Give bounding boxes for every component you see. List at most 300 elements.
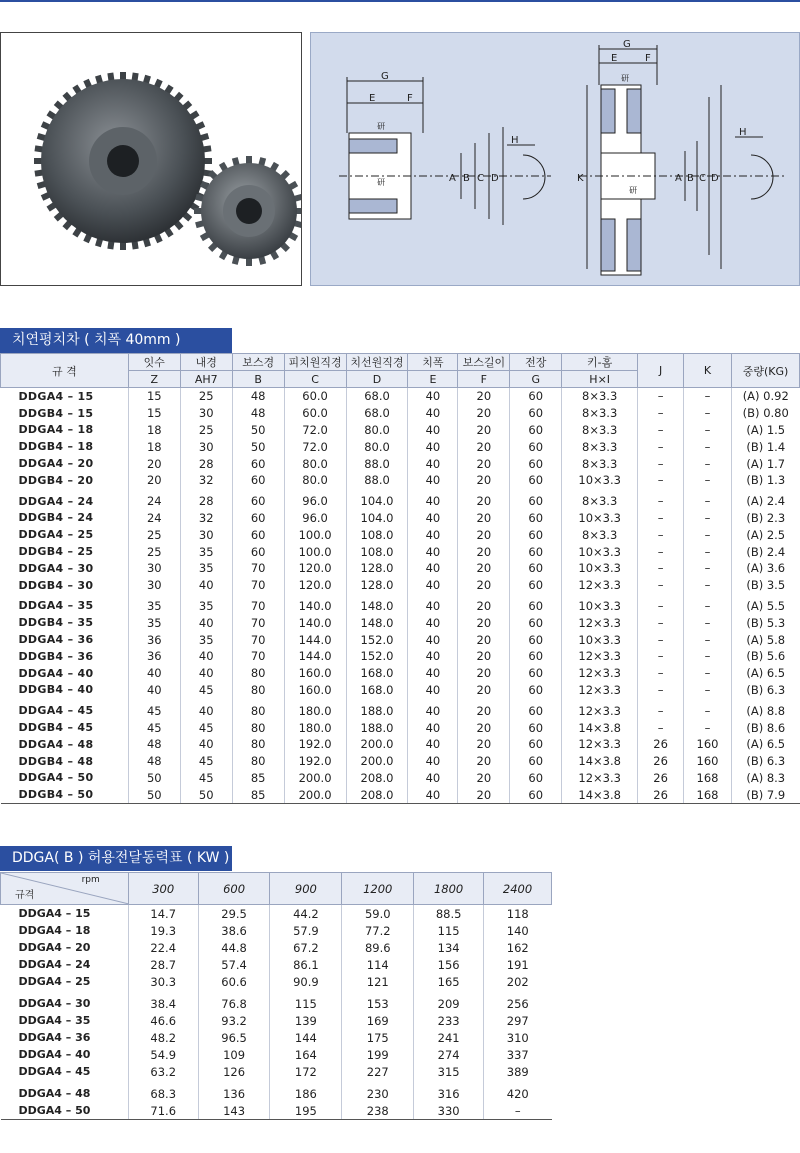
cell-w: (B) 6.3	[731, 753, 799, 770]
cell-f: 20	[458, 543, 510, 560]
cell-power: 199	[342, 1046, 414, 1063]
table-row	[1, 489, 800, 510]
cell-w: (A) 0.92	[731, 388, 799, 405]
cell-f: 20	[458, 665, 510, 682]
cell-power: 233	[414, 1012, 484, 1029]
cell-power: 315	[414, 1063, 484, 1080]
cell-d: 88.0	[346, 472, 408, 489]
cell-w: (B) 5.6	[731, 648, 799, 665]
cell-spec: DDGA4 – 35	[18, 599, 94, 613]
cell-k: –	[684, 648, 732, 665]
cell-power: 71.6	[128, 1102, 198, 1120]
cell-ah7: 40	[180, 736, 232, 753]
table-row	[1, 472, 800, 489]
cell-power: 96.5	[198, 1029, 270, 1046]
cell-g: 60	[510, 770, 562, 787]
dim-label-c: C	[699, 173, 706, 184]
cell-power: 238	[342, 1102, 414, 1120]
cell-c: 144.0	[284, 648, 346, 665]
col-weight: 중량(KG)	[731, 354, 799, 388]
cell-spec: DDGA4 – 50	[1, 1102, 129, 1120]
cell-e: 40	[408, 631, 458, 648]
table-row	[1, 698, 800, 719]
cell-d: 68.0	[346, 388, 408, 405]
cell-ah7: 25	[180, 422, 232, 439]
top-rule	[0, 0, 800, 2]
dim-label-h: H	[739, 127, 747, 138]
cell-g: 60	[510, 526, 562, 543]
cell-f: 20	[458, 648, 510, 665]
cell-spec: DDGB4 – 18	[18, 440, 94, 454]
table-row	[1, 648, 800, 665]
cell-g: 60	[510, 614, 562, 631]
cell-g: 60	[510, 719, 562, 736]
cell-power: 227	[342, 1063, 414, 1080]
cell-j: –	[638, 472, 684, 489]
cell-spec: DDGA4 – 30	[18, 997, 91, 1010]
dim-label-e: E	[369, 93, 376, 104]
col-spec: 규 격	[1, 354, 129, 388]
cell-power: 89.6	[342, 939, 414, 956]
cell-f: 20	[458, 770, 510, 787]
cell-b: 70	[232, 614, 284, 631]
cell-c: 144.0	[284, 631, 346, 648]
cell-power: 209	[414, 990, 484, 1012]
cell-d: 208.0	[346, 786, 408, 803]
cell-b: 80	[232, 736, 284, 753]
cell-g: 60	[510, 577, 562, 594]
cell-g: 60	[510, 543, 562, 560]
cell-e: 40	[408, 388, 458, 405]
col-ah7: 내경	[180, 354, 232, 371]
cell-d: 152.0	[346, 631, 408, 648]
cell-power: 274	[414, 1046, 484, 1063]
cell-power: 19.3	[128, 922, 198, 939]
rpm-1800: 1800	[414, 873, 484, 905]
cell-k: –	[684, 560, 732, 577]
cell-power: 67.2	[270, 939, 342, 956]
rpm-1200: 1200	[342, 873, 414, 905]
cell-power: 169	[342, 1012, 414, 1029]
cell-power: 202	[484, 973, 552, 990]
cell-power: 88.5	[414, 905, 484, 923]
cell-f: 20	[458, 594, 510, 615]
cell-z: 48	[128, 736, 180, 753]
cell-g: 60	[510, 472, 562, 489]
cell-e: 40	[408, 472, 458, 489]
cell-f: 20	[458, 510, 510, 527]
cell-z: 25	[128, 526, 180, 543]
cell-power: 316	[414, 1080, 484, 1102]
cell-c: 120.0	[284, 560, 346, 577]
cell-c: 200.0	[284, 786, 346, 803]
cell-w: (B) 5.3	[731, 614, 799, 631]
cell-d: 128.0	[346, 577, 408, 594]
cell-w: (A) 1.7	[731, 455, 799, 472]
table-row	[1, 526, 800, 543]
table-row	[1, 510, 800, 527]
gear-spec-table	[0, 353, 800, 804]
cell-spec: DDGB4 – 30	[18, 578, 94, 592]
cell-spec: DDGA4 – 45	[18, 704, 94, 718]
cell-f: 20	[458, 526, 510, 543]
table-row	[1, 543, 800, 560]
cell-e: 40	[408, 648, 458, 665]
technical-drawing	[310, 32, 800, 286]
cell-power: 420	[484, 1080, 552, 1102]
cell-f: 20	[458, 472, 510, 489]
cell-spec: DDGA4 – 35	[18, 1014, 91, 1027]
cell-b: 60	[232, 510, 284, 527]
cell-f: 20	[458, 438, 510, 455]
cell-c: 160.0	[284, 665, 346, 682]
cell-power: 30.3	[128, 973, 198, 990]
cell-b: 60	[232, 543, 284, 560]
cell-z: 40	[128, 665, 180, 682]
cell-d: 168.0	[346, 665, 408, 682]
cell-hi: 10×3.3	[562, 594, 638, 615]
cell-z: 35	[128, 594, 180, 615]
cell-k: –	[684, 577, 732, 594]
cell-spec: DDGA4 – 50	[18, 771, 94, 785]
cell-k: –	[684, 388, 732, 405]
cell-b: 85	[232, 786, 284, 803]
table-row	[1, 1080, 552, 1102]
cell-j: 26	[638, 753, 684, 770]
cell-w: (A) 3.6	[731, 560, 799, 577]
cell-hi: 12×3.3	[562, 736, 638, 753]
cell-spec: DDGA4 – 18	[18, 423, 94, 437]
cell-z: 18	[128, 422, 180, 439]
cell-j: –	[638, 405, 684, 422]
cell-ah7: 30	[180, 438, 232, 455]
cell-c: 140.0	[284, 594, 346, 615]
cell-w: (A) 5.5	[731, 594, 799, 615]
cell-power: 191	[484, 956, 552, 973]
col-k: K	[684, 354, 732, 388]
table-row	[1, 405, 800, 422]
cell-power: 44.2	[270, 905, 342, 923]
cell-w: (B) 7.9	[731, 786, 799, 803]
cell-e: 40	[408, 682, 458, 699]
cell-ah7: 28	[180, 455, 232, 472]
cell-j: –	[638, 422, 684, 439]
cell-j: –	[638, 648, 684, 665]
table-row	[1, 1012, 552, 1029]
cell-d: 168.0	[346, 682, 408, 699]
cell-k: –	[684, 682, 732, 699]
table-row	[1, 438, 800, 455]
cell-k: –	[684, 594, 732, 615]
cell-ah7: 25	[180, 388, 232, 405]
cell-k: –	[684, 698, 732, 719]
cell-b: 50	[232, 422, 284, 439]
cell-f: 20	[458, 577, 510, 594]
cell-e: 40	[408, 526, 458, 543]
cell-c: 72.0	[284, 438, 346, 455]
table-row	[1, 422, 800, 439]
cell-hi: 8×3.3	[562, 455, 638, 472]
table-row	[1, 719, 800, 736]
cell-j: 26	[638, 736, 684, 753]
cell-power: 139	[270, 1012, 342, 1029]
cell-d: 88.0	[346, 455, 408, 472]
cell-j: 26	[638, 786, 684, 803]
cell-z: 48	[128, 753, 180, 770]
cell-b: 70	[232, 560, 284, 577]
cell-b: 70	[232, 648, 284, 665]
cell-b: 60	[232, 455, 284, 472]
cell-power: 389	[484, 1063, 552, 1080]
cell-power: 76.8	[198, 990, 270, 1012]
cell-hi: 12×3.3	[562, 648, 638, 665]
cell-c: 100.0	[284, 526, 346, 543]
cell-ah7: 35	[180, 560, 232, 577]
sub-ah7: AH7	[180, 371, 232, 388]
cell-power: 241	[414, 1029, 484, 1046]
cell-z: 20	[128, 472, 180, 489]
table-row	[1, 455, 800, 472]
power-header-row	[1, 873, 552, 905]
cell-e: 40	[408, 698, 458, 719]
large-gear-section	[579, 45, 786, 275]
cell-f: 20	[458, 698, 510, 719]
cell-z: 24	[128, 489, 180, 510]
cell-j: –	[638, 438, 684, 455]
sub-b: B	[232, 371, 284, 388]
cell-b: 80	[232, 719, 284, 736]
cell-power: 38.4	[128, 990, 198, 1012]
cell-w: (A) 6.5	[731, 736, 799, 753]
cell-ah7: 45	[180, 753, 232, 770]
table-row	[1, 1029, 552, 1046]
cell-e: 40	[408, 665, 458, 682]
cell-k: –	[684, 489, 732, 510]
cell-d: 188.0	[346, 698, 408, 719]
cell-ah7: 28	[180, 489, 232, 510]
cell-w: (A) 8.8	[731, 698, 799, 719]
cell-c: 60.0	[284, 405, 346, 422]
cell-w: (A) 6.5	[731, 665, 799, 682]
grind-mark: 研	[377, 122, 385, 131]
dim-label-e: E	[611, 53, 618, 64]
cell-ah7: 40	[180, 698, 232, 719]
cell-z: 45	[128, 719, 180, 736]
cell-spec: DDGA4 – 48	[18, 737, 94, 751]
cell-k: –	[684, 631, 732, 648]
cell-power: 46.6	[128, 1012, 198, 1029]
cell-power: 60.6	[198, 973, 270, 990]
cell-c: 192.0	[284, 753, 346, 770]
cell-d: 208.0	[346, 770, 408, 787]
cell-e: 40	[408, 510, 458, 527]
cell-z: 35	[128, 614, 180, 631]
cell-f: 20	[458, 719, 510, 736]
cell-z: 30	[128, 577, 180, 594]
cell-power: 115	[414, 922, 484, 939]
dim-label-a: A	[675, 173, 682, 184]
cell-e: 40	[408, 489, 458, 510]
rpm-900: 900	[270, 873, 342, 905]
cell-spec: DDGA4 – 30	[18, 561, 94, 575]
dim-label-g: G	[381, 71, 389, 82]
cell-power: 134	[414, 939, 484, 956]
table-row	[1, 922, 552, 939]
gear-photo	[0, 32, 302, 286]
cell-power: 162	[484, 939, 552, 956]
cell-hi: 12×3.3	[562, 614, 638, 631]
cell-b: 80	[232, 753, 284, 770]
table-row	[1, 682, 800, 699]
cell-hi: 8×3.3	[562, 405, 638, 422]
cell-e: 40	[408, 438, 458, 455]
cell-j: –	[638, 526, 684, 543]
cell-f: 20	[458, 405, 510, 422]
table-row	[1, 631, 800, 648]
cell-power: 54.9	[128, 1046, 198, 1063]
cell-hi: 14×3.8	[562, 786, 638, 803]
cell-hi: 8×3.3	[562, 489, 638, 510]
cell-spec: DDGB4 – 45	[18, 721, 94, 735]
cell-power: 48.2	[128, 1029, 198, 1046]
cell-g: 60	[510, 786, 562, 803]
dim-label-h: H	[511, 135, 519, 146]
cell-spec: DDGA4 – 25	[18, 528, 94, 542]
cell-hi: 12×3.3	[562, 698, 638, 719]
cell-c: 192.0	[284, 736, 346, 753]
dim-label-a: A	[449, 173, 456, 184]
cell-spec: DDGB4 – 36	[18, 649, 94, 663]
cell-w: (B) 2.4	[731, 543, 799, 560]
cell-d: 80.0	[346, 438, 408, 455]
cell-power: 63.2	[128, 1063, 198, 1080]
col-c: 피치원직경	[284, 354, 346, 371]
cell-spec: DDGA4 – 36	[18, 1031, 91, 1044]
cell-power: 126	[198, 1063, 270, 1080]
cell-j: –	[638, 455, 684, 472]
cell-b: 70	[232, 631, 284, 648]
cell-spec: DDGB4 – 15	[18, 406, 94, 420]
cell-power: 330	[414, 1102, 484, 1120]
cell-power: 57.4	[198, 956, 270, 973]
cell-b: 80	[232, 665, 284, 682]
cell-f: 20	[458, 753, 510, 770]
cell-k: –	[684, 543, 732, 560]
cell-j: 26	[638, 770, 684, 787]
cell-power: 172	[270, 1063, 342, 1080]
cell-spec: DDGA4 – 48	[18, 1087, 91, 1100]
cell-power: 38.6	[198, 922, 270, 939]
cell-b: 80	[232, 682, 284, 699]
cell-w: (B) 6.3	[731, 682, 799, 699]
table-row	[1, 753, 800, 770]
cell-g: 60	[510, 648, 562, 665]
cell-power: 109	[198, 1046, 270, 1063]
cell-g: 60	[510, 489, 562, 510]
cell-w: (B) 0.80	[731, 405, 799, 422]
cell-spec: DDGA4 – 40	[18, 666, 94, 680]
dimension-drawing	[311, 33, 799, 285]
cell-spec: DDGA4 – 45	[18, 1065, 91, 1078]
cell-g: 60	[510, 510, 562, 527]
cell-j: –	[638, 594, 684, 615]
dim-label-f: F	[407, 93, 413, 104]
cell-k: –	[684, 455, 732, 472]
cell-e: 40	[408, 594, 458, 615]
cell-ah7: 32	[180, 472, 232, 489]
cell-power: 44.8	[198, 939, 270, 956]
cell-c: 180.0	[284, 719, 346, 736]
table-row	[1, 614, 800, 631]
dim-label-b: B	[463, 173, 470, 184]
rpm-label: rpm	[81, 875, 100, 885]
cell-f: 20	[458, 736, 510, 753]
spur-gear-image	[1, 33, 301, 285]
cell-c: 96.0	[284, 489, 346, 510]
cell-power: 230	[342, 1080, 414, 1102]
cell-g: 60	[510, 455, 562, 472]
cell-f: 20	[458, 682, 510, 699]
cell-power: 164	[270, 1046, 342, 1063]
cell-ah7: 40	[180, 665, 232, 682]
cell-j: –	[638, 560, 684, 577]
cell-ah7: 50	[180, 786, 232, 803]
cell-ah7: 35	[180, 631, 232, 648]
col-f: 보스길이	[458, 354, 510, 371]
cell-b: 85	[232, 770, 284, 787]
cell-c: 80.0	[284, 455, 346, 472]
cell-power: 86.1	[270, 956, 342, 973]
cell-power: 93.2	[198, 1012, 270, 1029]
cell-k: –	[684, 422, 732, 439]
cell-e: 40	[408, 614, 458, 631]
cell-power: 156	[414, 956, 484, 973]
col-z: 잇수	[128, 354, 180, 371]
cell-power: 28.7	[128, 956, 198, 973]
rpm-300: 300	[128, 873, 198, 905]
cell-hi: 10×3.3	[562, 631, 638, 648]
cell-g: 60	[510, 594, 562, 615]
cell-w: (A) 1.5	[731, 422, 799, 439]
cell-z: 30	[128, 560, 180, 577]
cell-spec: DDGA4 – 36	[18, 633, 94, 647]
cell-d: 148.0	[346, 594, 408, 615]
cell-power: 118	[484, 905, 552, 923]
table-row	[1, 973, 552, 990]
sub-hi: H×I	[562, 371, 638, 388]
cell-w: (B) 1.3	[731, 472, 799, 489]
cell-g: 60	[510, 422, 562, 439]
cell-c: 72.0	[284, 422, 346, 439]
cell-power: –	[484, 1102, 552, 1120]
cell-d: 148.0	[346, 614, 408, 631]
cell-e: 40	[408, 455, 458, 472]
table-row	[1, 594, 800, 615]
cell-spec: DDGB4 – 40	[18, 683, 94, 697]
cell-spec: DDGA4 – 20	[18, 941, 91, 954]
cell-z: 15	[128, 388, 180, 405]
table-row	[1, 388, 800, 405]
cell-k: 168	[684, 786, 732, 803]
cell-power: 337	[484, 1046, 552, 1063]
table-row	[1, 665, 800, 682]
cell-w: (A) 2.5	[731, 526, 799, 543]
cell-e: 40	[408, 753, 458, 770]
cell-z: 20	[128, 455, 180, 472]
cell-z: 36	[128, 631, 180, 648]
cell-w: (A) 8.3	[731, 770, 799, 787]
cell-power: 136	[198, 1080, 270, 1102]
